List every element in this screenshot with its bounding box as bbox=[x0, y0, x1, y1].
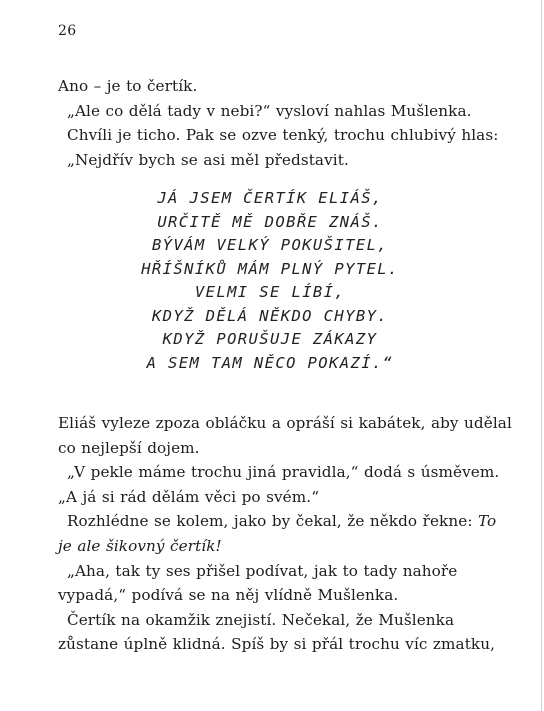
page-edge bbox=[541, 0, 542, 711]
poem-line: HŘÍŠNÍKŮ MÁM PLNÝ PYTEL. bbox=[141, 259, 399, 278]
top-paragraphs bbox=[58, 74, 499, 172]
poem-line: A SEM TAM NĚCO POKAZÍ.“ bbox=[146, 353, 394, 372]
paragraph-line: vypadá,“ podívá se na něj vlídně Mušlenka. bbox=[58, 586, 399, 605]
poem-line: JÁ JSEM ČERTÍK ELIÁŠ, bbox=[157, 189, 383, 207]
paragraph-line: Chvíli je ticho. Pak se ozve tenký, trochu chlubivý hlas: bbox=[67, 126, 499, 145]
paragraph-text: Rozhlédne se kolem, jako by čekal, že někdo řekne: bbox=[67, 512, 478, 531]
paragraph-line: Ano – je to čertík. bbox=[58, 77, 198, 95]
italic-text: je ale šikovný čertík! bbox=[58, 536, 222, 555]
paragraph-line: „A já si rád dělám věci po svém.“ bbox=[58, 487, 320, 506]
poem-line: KDYŽ PORUŠUJE ZÁKAZY bbox=[162, 330, 378, 348]
poem-line: URČITĚ MĚ DOBŘE ZNÁŠ. bbox=[157, 212, 383, 231]
paragraph-line: „Ale co dělá tady v nebi?“ vysloví nahlas Mušlenka. bbox=[67, 101, 472, 120]
paragraph-line: zůstane úplně klidná. Spíš by si přál trochu víc zmatku, bbox=[58, 635, 496, 654]
paragraph-line: „Aha, tak ty ses přišel podívat, jak to tady nahoře bbox=[67, 561, 458, 580]
poem-line: KDYŽ DĚLÁ NĚKDO CHYBY. bbox=[151, 306, 389, 325]
paragraph-line bbox=[58, 509, 497, 534]
paragraph-line bbox=[58, 534, 476, 559]
handwritten-poem bbox=[140, 187, 400, 375]
paragraph-line: „V pekle máme trochu jiná pravidla,“ dodá s úsměvem. bbox=[67, 463, 500, 482]
paragraph-line: „Nejdřív bych se asi měl představit. bbox=[67, 150, 349, 169]
poem-line: BÝVÁM VELKÝ POKUŠITEL, bbox=[151, 236, 389, 254]
paragraph-line: Eliáš vyleze zpoza obláčku a opráší si kabátek, aby udělal bbox=[58, 414, 512, 432]
bottom-paragraphs bbox=[58, 411, 512, 657]
paragraph-line: Čertík na okamžik znejistí. Nečekal, že Mušlenka bbox=[67, 610, 455, 629]
poem-line: VELMI SE LÍBÍ, bbox=[194, 283, 346, 301]
paragraph-line: co nejlepší dojem. bbox=[58, 438, 200, 457]
page-number: 26 bbox=[58, 23, 77, 39]
italic-text: To bbox=[477, 512, 497, 531]
